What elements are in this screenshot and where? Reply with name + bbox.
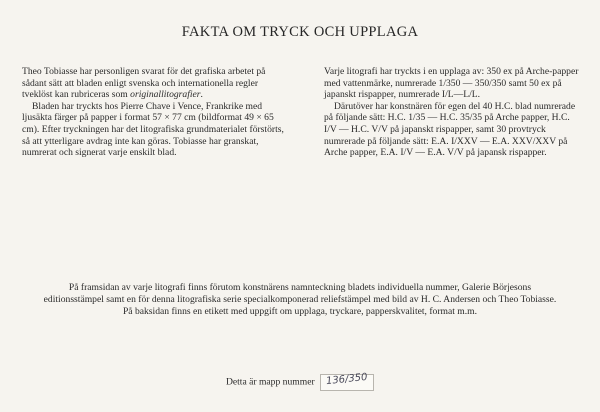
page-title: FAKTA OM TRYCK OCH UPPLAGA — [181, 24, 419, 40]
left-paragraph-1-end: . — [200, 89, 203, 101]
left-paragraph-1 — [22, 66, 290, 101]
bottom-paragraph-1: På framsidan av varje litografi finns förutom konstnärens namnteckning bladets individuella nummer, Galerie Börjesons editionsstämpel samt en för denna litografiska serie specialkomponerad reliefstämpel med bild av H. C. Andersen och Theo Tobiasse. — [43, 282, 557, 305]
bottom-section — [40, 282, 560, 317]
left-paragraph-1-text: Theo Tobiasse har personligen svarat för det grafiska arbetet på sådant sätt att bladen enligt svenska och internationella regler tveklöst kan rubriceras som — [22, 66, 266, 101]
right-column — [324, 66, 582, 159]
mapp-number-box — [320, 371, 374, 391]
left-paragraph-1-emphasis: originallitografier — [130, 89, 201, 101]
mapp-line — [0, 371, 600, 391]
mapp-number: 136/350 — [325, 371, 369, 388]
mapp-label: Detta är mapp nummer — [225, 376, 315, 388]
left-column — [22, 66, 290, 159]
right-paragraph-1: Varje litografi har tryckts i en upplaga av: 350 ex på Arche-papper med vattenmärke, numrerade 1/350 — 350/350 samt 50 ex på japanskt rispapper, numrerade I/L—L/L. — [324, 66, 579, 101]
right-paragraph-2: Därutöver har konstnären för egen del 40 H.C. blad numrerade på följande sätt: H.C. 1/35 — H.C. 35/35 på Arche papper, H.C. I/V — H.C. V/V på japanskt rispapper, samt 30 provtryck numrerade på följande sätt: E.A. I/XXV — E.A. XXV/XXV på Arche papper, E.A. I/V — E.A. V/V på japansk rispapper. — [324, 100, 576, 159]
bottom-paragraph-2: På baksidan finns en etikett med uppgift om upplaga, tryckare, papperskvalitet, format m.m. — [122, 305, 478, 317]
left-paragraph-2: Bladen har tryckts hos Pierre Chave i Vence, Frankrike med ljusäkta färger på papper i format 57 × 77 cm (bildformat 49 × 65 cm). Efter tryckningen har det litografiska grundmaterialet förstörts, så att ytterligare avdrag inte kan göras. Tobiasse har granskat, numrerat och signerat varje enskilt blad. — [22, 100, 284, 159]
